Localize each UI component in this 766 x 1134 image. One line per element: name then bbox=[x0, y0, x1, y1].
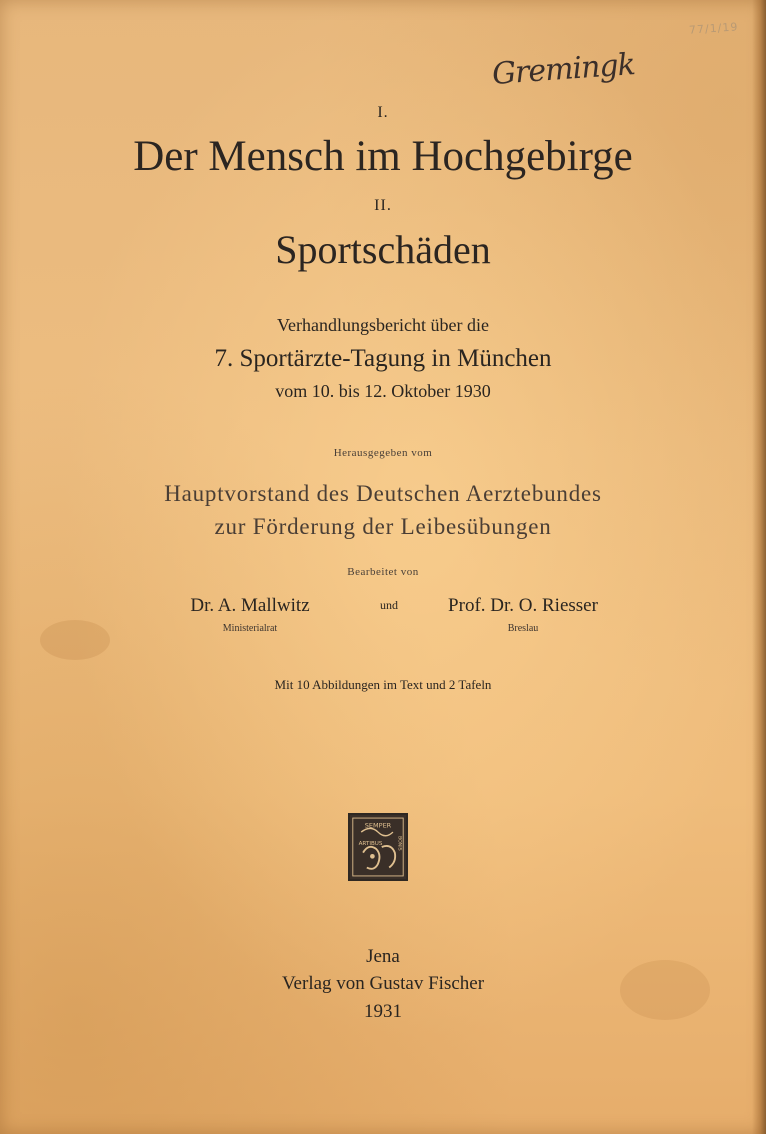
emblem-text-side: BONIS bbox=[396, 835, 402, 851]
publisher-emblem-icon bbox=[348, 813, 408, 881]
emblem-text-mid: ARTIBUS bbox=[358, 841, 383, 848]
author-1 bbox=[150, 595, 350, 634]
author-1-role: Ministerialrat bbox=[222, 623, 278, 634]
edited-by-label: Bearbeitet von bbox=[347, 566, 419, 578]
imprint-city: Jena bbox=[366, 946, 400, 967]
publisher-emblem-graphic bbox=[350, 815, 406, 879]
illustrations-note: Mit 10 Abbildungen im Text und 2 Tafeln bbox=[274, 677, 492, 692]
editor-line-1: Hauptvorstand des Deutschen Aerztebundes bbox=[164, 481, 602, 506]
paper-stain bbox=[40, 620, 110, 660]
report-line-3: vom 10. bis 12. Oktober 1930 bbox=[275, 381, 491, 401]
emblem-text-top: SEMPER bbox=[364, 821, 392, 830]
part-numeral-one: I. bbox=[377, 104, 389, 121]
author-2-name: Prof. Dr. O. Riesser bbox=[448, 595, 598, 616]
part-numeral-two: II. bbox=[374, 197, 392, 214]
handwritten-signature: Gremingk bbox=[490, 47, 636, 92]
imprint-year: 1931 bbox=[364, 1001, 402, 1022]
editor-intro: Herausgegeben vom bbox=[333, 447, 433, 459]
imprint-publisher: Verlag von Gustav Fischer bbox=[281, 973, 485, 994]
book-subtitle: Sportschäden bbox=[275, 227, 491, 272]
report-line-2: 7. Sportärzte-Tagung in München bbox=[214, 345, 552, 372]
authors-connector: und bbox=[380, 598, 398, 612]
handwritten-shelf-note: 77/1/19 bbox=[688, 20, 739, 37]
author-1-name: Dr. A. Mallwitz bbox=[190, 595, 310, 616]
author-2-role: Breslau bbox=[507, 623, 539, 634]
report-line-1: Verhandlungsbericht über die bbox=[277, 315, 489, 335]
author-2 bbox=[418, 595, 628, 634]
editor-line-2: zur Förderung der Leibesübungen bbox=[214, 514, 552, 539]
book-title: Der Mensch im Hochgebirge bbox=[133, 133, 633, 180]
